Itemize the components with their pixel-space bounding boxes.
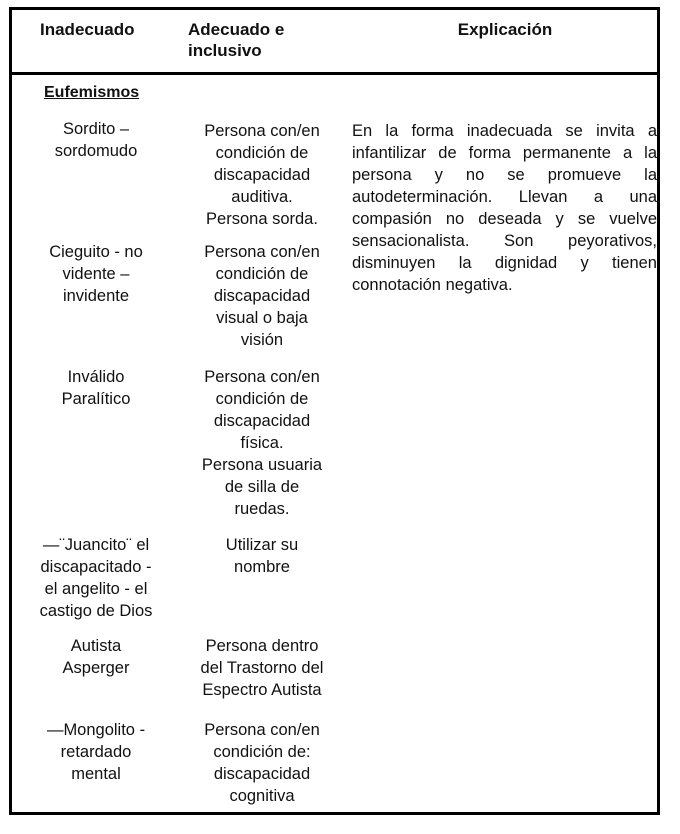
adequate-term: Persona con/en condición de discapacidad física. Persona usuaria de silla de ruedas. — [201, 368, 323, 518]
adequate-term: Persona con/en condición de discapacidad visual o baja visión — [204, 243, 320, 349]
section-title: Eufemismos — [44, 84, 140, 101]
inadequate-term: —Mongolito - retardado mental — [46, 721, 146, 783]
inadequate-term: Inválido Paralítico — [61, 368, 131, 408]
header-inadequate: Inadecuado — [40, 20, 135, 39]
inadequate-term: Autista Asperger — [62, 637, 130, 677]
adequate-term: Persona dentro del Trastorno del Espectro Autista — [200, 637, 324, 699]
inadequate-term: —¨Juancito¨ el discapacitado - el angelito - el castigo de Dios — [39, 536, 153, 620]
adequate-term: Utilizar su nombre — [225, 536, 299, 576]
header-explanation: Explicación — [457, 20, 553, 39]
inadequate-term: Cieguito - no vidente – invidente — [49, 243, 143, 305]
inadequate-term: Sordito – sordomudo — [54, 120, 138, 160]
adequate-term: Persona con/en condición de: discapacidad cognitiva — [204, 721, 320, 805]
terminology-table — [9, 7, 660, 815]
explanation-text: En la forma inadecuada se invita a infantilizar de forma permanente a la persona y no se promueve la autodeterminación. Llevan a una compasión no deseada y se vuelve sensacionalista. Son peyorativos, disminuyen la dignidad y tienen connotación negativa. — [352, 122, 657, 294]
adequate-term: Persona con/en condición de discapacidad auditiva. Persona sorda. — [204, 122, 320, 228]
table-header-row — [12, 10, 657, 75]
header-adequate: Adecuado e inclusivo — [188, 20, 285, 60]
